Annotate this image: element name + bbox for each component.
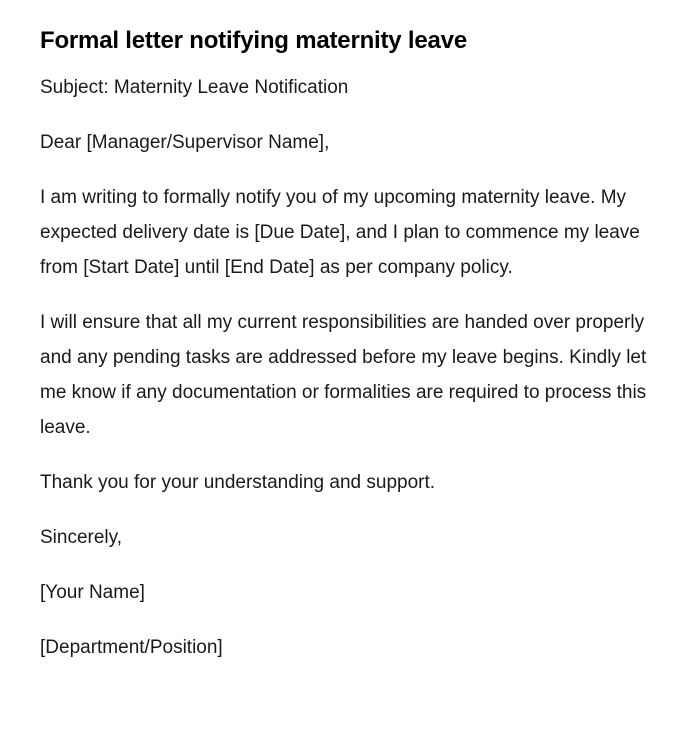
- thanks-line: Thank you for your understanding and support.: [40, 472, 436, 493]
- body-paragraph-1: I am writing to formally notify you of my upcoming maternity leave. My expected delivery date is [Due Date], and I plan to commence my leave from [Start Date] until [End Date] as per company policy.: [40, 187, 640, 278]
- closing-line: Sincerely,: [40, 527, 123, 548]
- subject-line: Subject: Maternity Leave Notification: [40, 77, 349, 98]
- salutation: Dear [Manager/Supervisor Name],: [40, 132, 330, 153]
- signature-name: [Your Name]: [40, 582, 145, 603]
- letter-title: Formal letter notifying maternity leave: [40, 27, 467, 54]
- signature-position: [Department/Position]: [40, 637, 223, 658]
- body-paragraph-2: I will ensure that all my current responsibilities are handed over properly and any pending tasks are addressed before my leave begins. Kindly let me know if any documentation or formalities are required to process this leave.: [40, 312, 647, 438]
